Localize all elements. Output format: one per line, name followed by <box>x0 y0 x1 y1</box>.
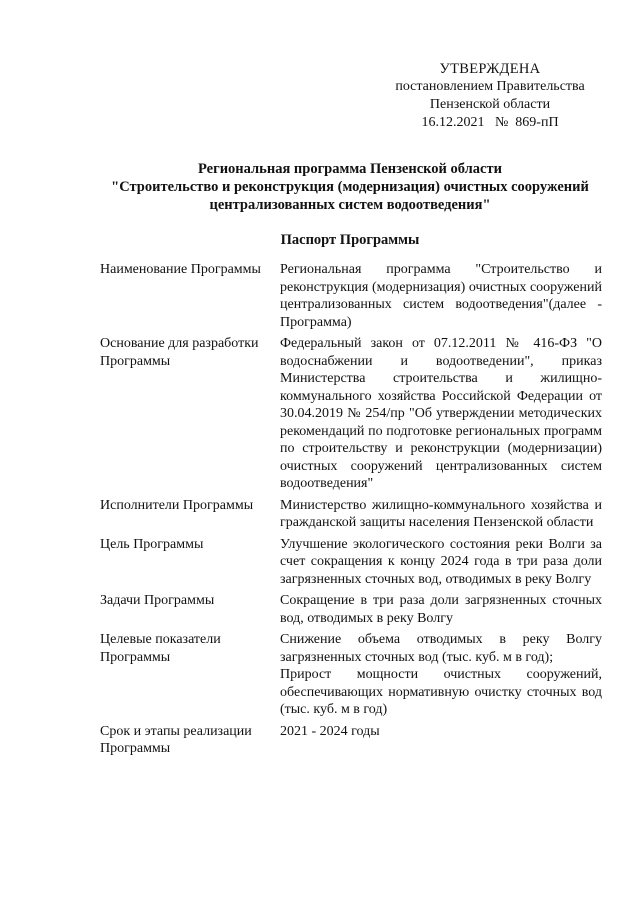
indicator-2: Прирост мощности очистных сооружений, обеспечивающих нормативную очистку сточных вод (тыс. куб. м в год) <box>280 667 602 717</box>
program-title-line-3: централизованных систем водоотведения" <box>209 197 491 213</box>
row-value: Улучшение экологического состояния реки Волги за счет сокращения к концу 2024 года в три раза доли загрязненных сточных вод, отводимых в реку Волгу <box>280 536 602 587</box>
passport-row-tasks <box>100 592 602 627</box>
row-value: 2021 - 2024 годы <box>280 723 380 739</box>
passport-heading: Паспорт Программы <box>280 232 420 248</box>
passport-row-name <box>100 261 602 331</box>
passport-row-executors <box>100 497 602 532</box>
row-label: Цель Программы <box>100 536 204 552</box>
program-title <box>90 160 610 214</box>
passport-row-goal <box>100 536 602 589</box>
approval-stamp <box>380 60 600 132</box>
approval-line-1: постановлением Правительства <box>395 79 585 94</box>
indicator-1: Снижение объема отводимых в реку Волгу загрязненных сточных вод (тыс. куб. м в год); <box>280 632 602 665</box>
passport-row-basis <box>100 335 602 493</box>
passport-row-indicators <box>100 631 602 719</box>
row-value: Региональная программа "Строительство и реконструкция (модернизация) очистных сооружений централизованных систем водоотведения"(далее - Программа) <box>280 262 602 330</box>
row-label: Целевые показатели Программы <box>100 632 221 665</box>
row-label: Исполнители Программы <box>100 497 254 513</box>
row-label: Основание для разработки Программы <box>100 336 259 369</box>
program-title-line-2: "Строительство и реконструкция (модернизация) очистных сооружений <box>111 179 589 195</box>
row-label: Срок и этапы реализации Программы <box>100 723 252 756</box>
row-value: Сокращение в три раза доли загрязненных сточных вод, отводимых в реку Волгу <box>280 593 602 626</box>
row-label: Задачи Программы <box>100 593 215 608</box>
passport-table <box>100 261 602 762</box>
approval-date-number: 16.12.2021 № 869-пП <box>421 115 559 130</box>
row-label: Наименование Программы <box>100 262 261 277</box>
row-value: Министерство жилищно-коммунального хозяйства и гражданской защиты населения Пензенской области <box>280 497 602 530</box>
approval-title: УТВЕРЖДЕНА <box>439 61 541 77</box>
row-value <box>280 631 602 719</box>
passport-row-timeline <box>100 723 602 758</box>
row-value: Федеральный закон от 07.12.2011 № 416-ФЗ "О водоснабжении и водоотведении", приказ Министерства строительства и жилищно-коммунального хозяйства Российской Федерации от 30.04.2019 № 254/пр "Об утверждении методических рекомендаций по подготовке региональных программ по строительству и реконструкции (модернизации) очистных сооружений централизованных систем водоотведения" <box>280 336 602 491</box>
program-title-line-1: Региональная программа Пензенской области <box>198 161 502 177</box>
approval-line-2: Пензенской области <box>429 97 551 112</box>
